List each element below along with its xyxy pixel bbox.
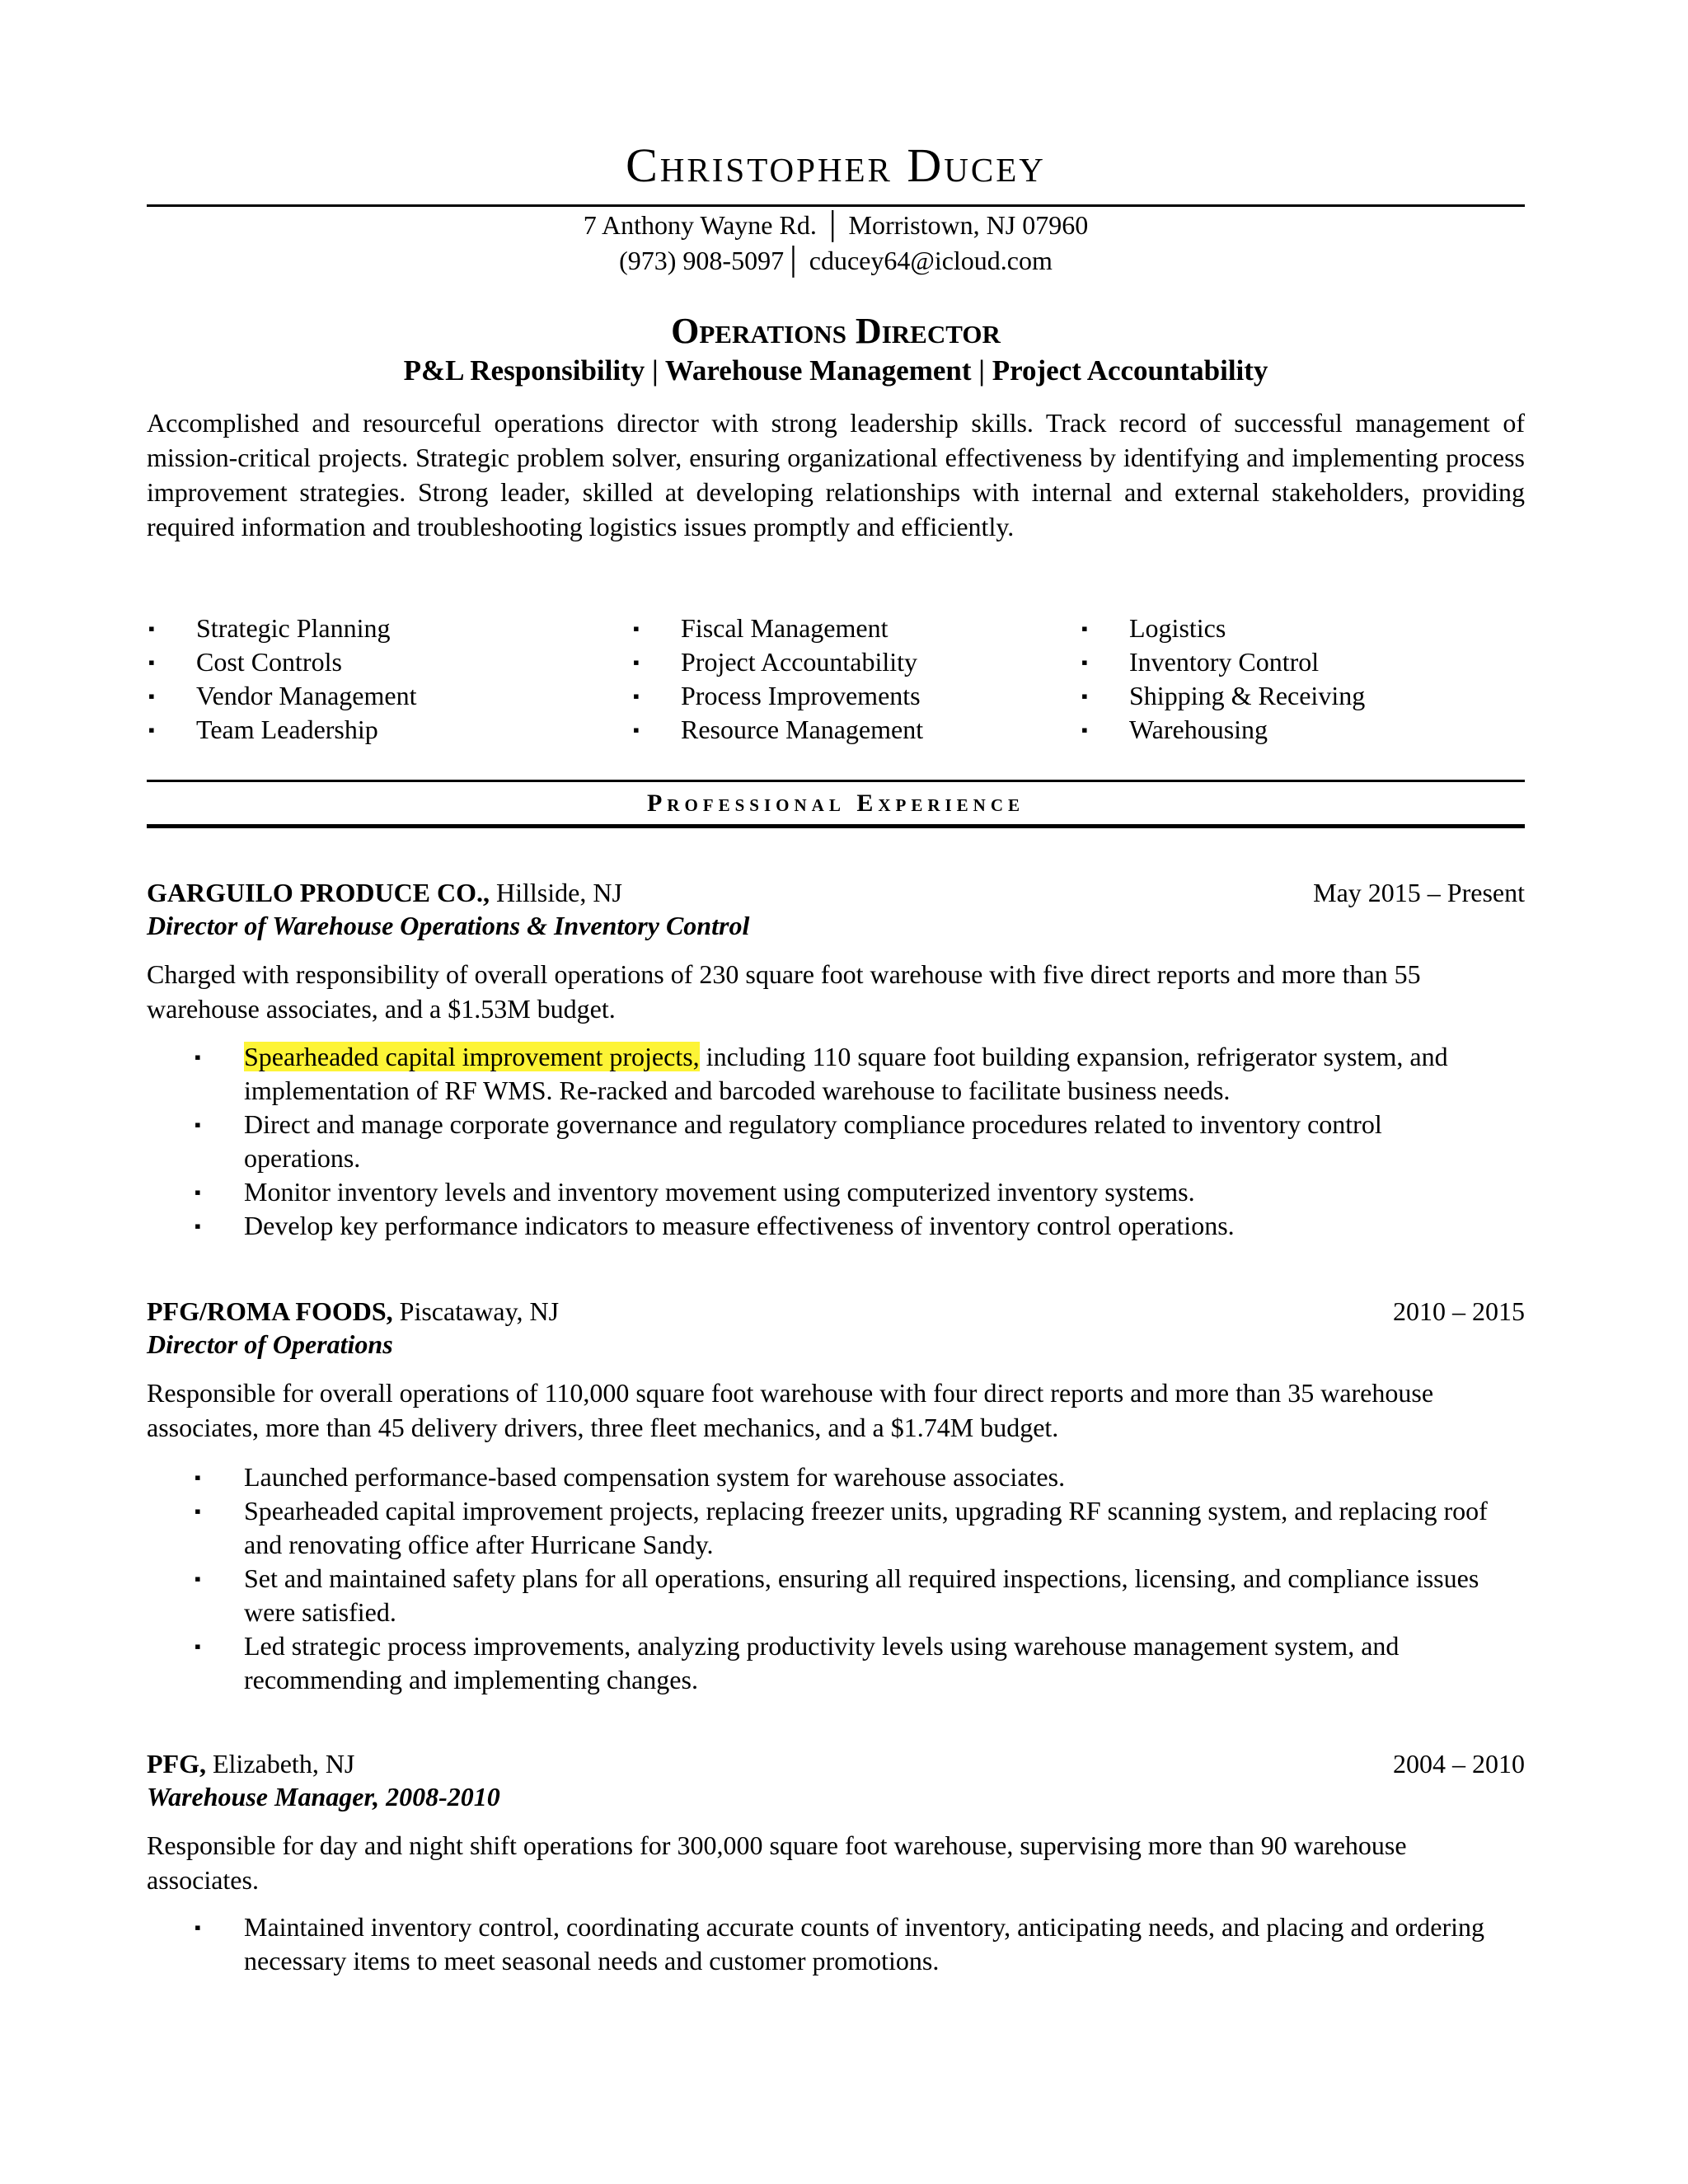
bullet-icon: ▪: [195, 1467, 201, 1488]
job-bullets: [195, 1460, 1489, 1697]
job-description: Responsible for day and night shift operations for 300,000 square foot warehouse, supervising more than 90 warehouse associates.: [147, 1830, 1407, 1895]
job-header: [147, 1747, 1525, 1780]
skill-item: ▪ Process Improvements: [633, 679, 923, 713]
bullet-icon: ▪: [1081, 652, 1088, 673]
section-rule-bottom: [147, 824, 1525, 828]
role-years: 2008-2010: [379, 1782, 500, 1811]
bullet-icon: ▪: [148, 652, 155, 673]
skills-column-3: [1081, 612, 1365, 747]
achievement-item: ▪ Maintained inventory control, coordinating accurate counts of inventory, anticipating needs, and placing and ordering necessary items to meet seasonal needs and customer promotions.: [195, 1912, 1484, 1975]
bullet-icon: ▪: [195, 1636, 201, 1657]
skill-item: ▪ Warehousing: [1081, 713, 1365, 747]
summary-paragraph: Accomplished and resourceful operations director with strong leadership skills. Track record of successful management of mission-critical projects. Strategic problem solver, ensuring organizational effectiveness by identifying and implementing process improvement strategies. Strong leader, skilled at developing relationships with internal and external stakeholders, providing required information and troubleshooting logistics issues promptly and efficiently.: [147, 408, 1525, 541]
skill-item: ▪ Cost Controls: [148, 645, 416, 679]
company-name: GARGUILO PRODUCE CO.,: [147, 878, 490, 907]
job-description: Responsible for overall operations of 110,000 square foot warehouse with four direct reports and more than 35 warehouse associates, more than 45 delivery drivers, three fleet mechanics, and a $1.74M budget.: [147, 1378, 1434, 1442]
role-title: Director of Operations: [147, 1329, 393, 1359]
bullet-icon: ▪: [195, 1047, 201, 1067]
bullet-icon: ▪: [1081, 618, 1088, 639]
company-location: Elizabeth, NJ: [205, 1749, 355, 1779]
skill-item: ▪ Strategic Planning: [148, 612, 416, 645]
bullet-icon: ▪: [195, 1182, 201, 1202]
bullet-icon: ▪: [633, 618, 640, 639]
bullet-icon: ▪: [148, 618, 155, 639]
achievement-item: ▪ Monitor inventory levels and inventory movement using computerized inventory systems.: [195, 1175, 1489, 1209]
job-dates: May 2015 – Present: [1313, 878, 1525, 907]
role-title: Director of Warehouse Operations & Inventory Control: [147, 911, 750, 940]
skill-item: ▪ Shipping & Receiving: [1081, 679, 1365, 713]
skill-item: ▪ Vendor Management: [148, 679, 416, 713]
skill-item: ▪ Resource Management: [633, 713, 923, 747]
section-rule-top: [147, 780, 1525, 782]
bullet-icon: ▪: [195, 1917, 201, 1938]
skill-item: ▪ Project Accountability: [633, 645, 923, 679]
job-dates: 2004 – 2010: [1393, 1749, 1525, 1779]
title-keywords: P&L Responsibility | Warehouse Management | Project Accountability: [403, 354, 1268, 387]
bullet-icon: ▪: [195, 1501, 201, 1521]
company-name: PFG/ROMA FOODS,: [147, 1296, 393, 1326]
skill-item: ▪ Logistics: [1081, 612, 1365, 645]
header-rule: [147, 204, 1525, 207]
job-header: [147, 876, 1525, 909]
job-bullets: [195, 1040, 1489, 1243]
bullet-icon: ▪: [633, 719, 640, 740]
bullet-icon: ▪: [633, 652, 640, 673]
highlighted-text: Spearheaded capital improvement projects,: [244, 1042, 700, 1071]
skill-item: ▪ Team Leadership: [148, 713, 416, 747]
skill-item: ▪ Fiscal Management: [633, 612, 923, 645]
company-location: Hillside, NJ: [490, 878, 622, 907]
achievement-item: ▪ Launched performance-based compensation system for warehouse associates.: [195, 1460, 1489, 1494]
job-header: [147, 1295, 1525, 1328]
skills-column-1: [148, 612, 416, 747]
achievement-item: ▪ Set and maintained safety plans for all operations, ensuring all required inspections, licensing, and compliance issues were satisfied.: [195, 1563, 1479, 1627]
achievement-item: ▪ Direct and manage corporate governance and regulatory compliance procedures related to inventory control operations.: [195, 1109, 1382, 1173]
bullet-icon: ▪: [195, 1568, 201, 1589]
job-title: Operations Director: [671, 311, 1001, 351]
bullet-icon: ▪: [195, 1216, 201, 1236]
bullet-icon: ▪: [195, 1114, 201, 1135]
company-name: PFG,: [147, 1749, 206, 1779]
bullet-icon: ▪: [148, 686, 155, 706]
bullet-icon: ▪: [1081, 686, 1088, 706]
candidate-name: Christopher Ducey: [626, 138, 1046, 192]
skills-column-2: [633, 612, 923, 747]
achievement-item: ▪ Develop key performance indicators to measure effectiveness of inventory control operations.: [195, 1209, 1489, 1243]
achievement-item: ▪ Spearheaded capital improvement projects, replacing freezer units, upgrading RF scanning system, and replacing roof and renovating office after Hurricane Sandy.: [195, 1496, 1488, 1559]
section-heading: Professional Experience: [646, 790, 1025, 817]
skill-item: ▪ Inventory Control: [1081, 645, 1365, 679]
achievement-item: ▪ Led strategic process improvements, analyzing productivity levels using warehouse management system, and recommending and implementing changes.: [195, 1631, 1400, 1694]
bullet-icon: ▪: [633, 686, 640, 706]
company-location: Piscataway, NJ: [392, 1296, 560, 1326]
address-line: 7 Anthony Wayne Rd. │ Morristown, NJ 07960: [583, 210, 1089, 240]
job-bullets: [195, 1910, 1489, 1978]
job-dates: 2010 – 2015: [1393, 1296, 1525, 1326]
bullet-icon: ▪: [148, 719, 155, 740]
role-title: Warehouse Manager, 2008-2010: [147, 1782, 500, 1811]
job-description: Charged with responsibility of overall operations of 230 square foot warehouse with five direct reports and more than 55 warehouse associates, and a $1.53M budget.: [147, 959, 1421, 1024]
contact-line: (973) 908-5097│ cducey64@icloud.com: [619, 246, 1053, 275]
bullet-icon: ▪: [1081, 719, 1088, 740]
achievement-item: ▪ Spearheaded capital improvement projects, including 110 square foot building expansion, refrigerator system, and implementation of RF WMS. Re-racked and barcoded warehouse to facilitate business needs.: [195, 1042, 1448, 1105]
